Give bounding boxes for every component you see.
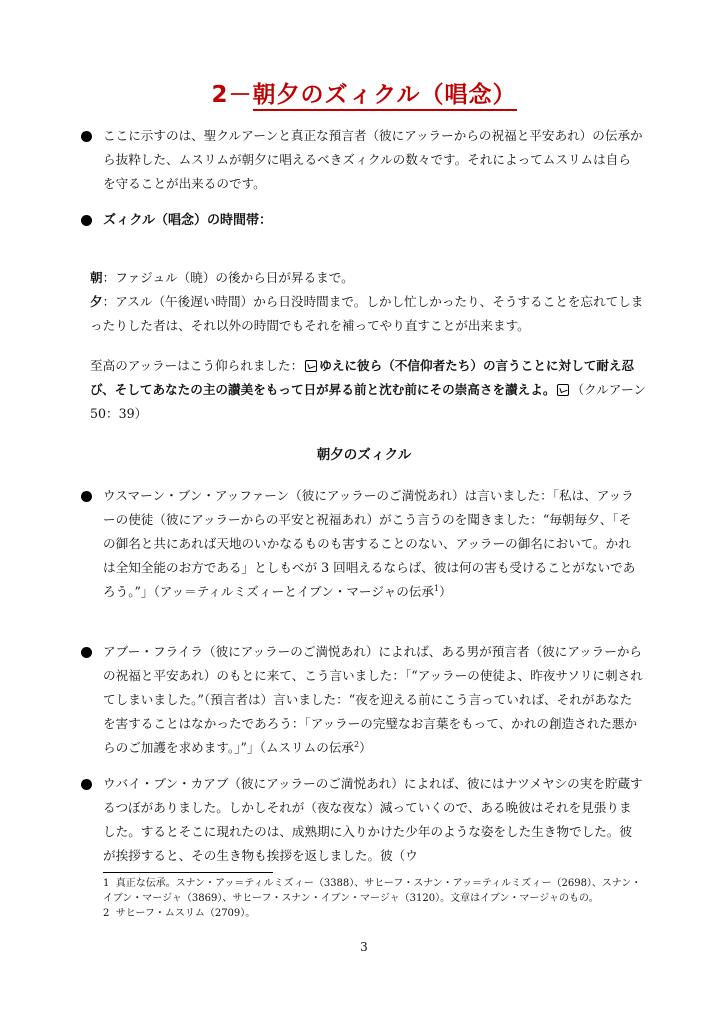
morning-label: 朝 [90,270,103,285]
evening-paragraph [90,290,650,338]
bullet-icon [81,647,92,658]
intro-bullet [103,124,643,196]
morning-line [90,266,650,290]
hadith-1-end: ） [439,584,452,599]
hadith-3-bullet [103,772,643,868]
hadith-2-bullet [103,640,643,760]
footnote-2 [103,906,643,921]
morning-text: ：ファジュル（暁）の後から日が昇るまで。 [102,270,354,285]
evening-label: 夕 [90,294,103,309]
ornament-open-icon [305,360,317,372]
hadith-2-text: アブー・フライラ（彼にアッラーのご満悦あれ）によれば、ある男が預言者（彼にアッラーからの祝福と平安あれ）のもとに来て、こう言いました：「“アッラーの使徒よ、昨夜サソリに刺されてしまいました。”（預言者は）言いました：“夜を迎える前にこう言っていれば、それがあなたを害することはなかったであろう：「アッラーの完璧なお言葉をもって、かれの創造された悪からのご加護を求めます。」”」（ムスリムの伝承 [103,644,643,755]
evening-text: ：アスル（午後遅い時間）から日没時間まで。しかし忙しかったり、そうすることを忘れてしまったりした者は、それ以外の時間でもそれを補ってやり直すことが出来ます。 [90,294,644,333]
footnote-2-text: サヒーフ・ムスリム（2709）。 [115,908,256,919]
quran-intro: 至高のアッラーはこう仰られました： [90,358,304,373]
bullet-icon [81,491,92,502]
footnote-1-number: 1 [103,878,110,889]
bullet-icon [81,779,92,790]
hadith-3-text: ウバイ・ブン・カアブ（彼にアッラーのご満悦あれ）によれば、彼にはナツメヤシの実を貯蔵するつぼがありました。しかしそれが（夜な夜な）減っていくので、ある晩彼はそれを見張りました。するとそこに現れたのは、成熟期に入りかけた少年のような姿をした生き物でした。彼が挨拶すると、その生き物も挨拶を返しました。彼（ウ [103,776,643,863]
hadith-1-bullet [103,484,643,604]
bullet-icon [81,131,92,142]
section-heading: 朝夕のズィクル [316,447,412,463]
footnote-ref-1[interactable]: 1 [433,583,440,593]
page-title [0,76,728,109]
hadith-1-text: ウスマーン・ブン・アッファーン（彼にアッラーのご満悦あれ）は言いました：「私は、アッラーの使徒（彼にアッラーからの平安と祝福あれ）がこう言うのを聞きました：“毎朝毎夕、「その御名と共にあれば天地のいかなるものも害することのない、アッラーの御名において。かれは全知全能のお方である」としもべが 3 回唱えるならば、彼は何の害も受けることがないであろう。”」（アッ＝ティルミズィーとイブン・マージャの伝承 [103,488,636,599]
bullet-icon [81,215,92,226]
title-main: 朝夕のズィクル（唱念） [253,82,517,111]
footnote-2-number: 2 [103,908,110,919]
times-heading: ズィクル（唱念）の時間帯： [103,213,273,228]
intro-text: ここに示すのは、聖クルアーンと真正な預言者（彼にアッラーからの祝福と平安あれ）の伝承から抜粋した、ムスリムが朝夕に唱えるべきズィクルの数々です。それによってムスリムは自らを守ることが出来るのです。 [103,128,643,191]
hadith-2-end: ） [359,740,372,755]
page-number: 3 [360,940,368,954]
title-prefix: 2－ [211,82,253,108]
footnote-1 [103,876,643,906]
quran-paragraph [90,354,650,426]
quran-reference: （クルアーン 50：39） [90,382,647,421]
ornament-close-icon [557,384,569,396]
footnote-1-text: 真正な伝承。スナン・アッ＝ティルミズィー（3388）、サヒーフ・スナン・アッ＝ティルミズィー（2698）、スナン・イブン・マージャ（3869）、サヒーフ・スナン・イブン・マージャ（3120）。文章はイブン・マージャのもの。 [103,878,642,904]
footnote-divider [103,872,273,873]
footnotes [103,876,643,921]
footnote-ref-2[interactable]: 2 [354,739,360,749]
times-bullet [103,208,643,233]
quran-quote: ゆえに彼ら（不信仰者たち）の言うことに対して耐え忍び、そしてあなたの主の讃美をもって日が昇る前と沈む前にその崇高さを讃えよ。 [90,358,635,397]
